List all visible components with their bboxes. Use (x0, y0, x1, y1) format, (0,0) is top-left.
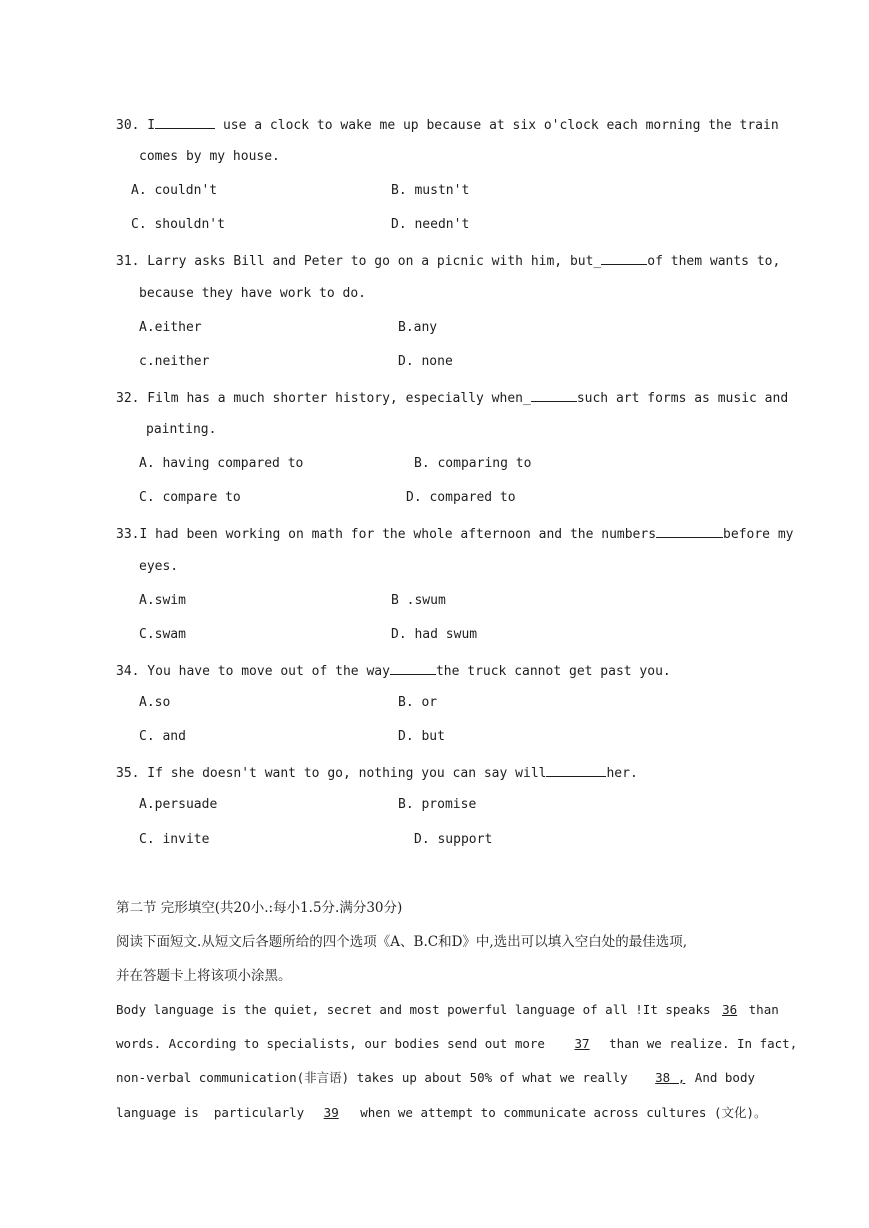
question-32-option-b: B. comparing to (414, 456, 532, 471)
question-31-continuation: because they have work to do. (139, 286, 366, 301)
question-30-stem: 30. I use a clock to wake me up because at six o'clock each morning the train (116, 115, 779, 134)
passage-line-1: Body language is the quiet, secret and most powerful language of all !It speaks 36 than (116, 1002, 779, 1017)
question-32-option-c: C. compare to (139, 490, 241, 505)
section-heading: 第二节 完形填空(共20小.:每小1.5分.满分30分) (116, 900, 403, 916)
question-31-option-b: B.any (398, 320, 438, 335)
passage-line-3: non-verbal communication(非言语) takes up about 50% of what we really 38 , And body (116, 1070, 755, 1085)
answer-blank (546, 763, 606, 777)
question-35-option-a: A.persuade (139, 797, 218, 812)
question-33-stem: 33.I had been working on math for the whole afternoon and the numbers before my (116, 524, 794, 543)
blank-number-36: 36 (722, 1002, 738, 1017)
question-31-option-a: A.either (139, 320, 202, 335)
question-33-option-d: D. had swum (391, 627, 478, 642)
answer-blank (155, 115, 215, 129)
answer-blank (390, 661, 436, 675)
section-instructions-line-1: 阅读下面短文.从短文后各题所给的四个选项《A、B.C和D》中,选出可以填入空白处的最佳选项, (116, 934, 687, 950)
passage-line-4: language is particularly 39 when we attempt to communicate across cultures (文化)。 (116, 1105, 767, 1120)
question-32-stem: 32. Film has a much shorter history, especially when_ such art forms as music and (116, 388, 788, 407)
question-32-continuation: painting. (146, 422, 217, 437)
question-30-option-a: A. couldn't (131, 183, 218, 198)
question-30-continuation: comes by my house. (139, 149, 280, 164)
section-instructions-line-2: 并在答题卡上将该项小涂黑。 (116, 968, 292, 984)
blank-number-37: 37 (574, 1036, 590, 1051)
question-34-option-d: D. but (398, 729, 445, 744)
question-33-option-c: C.swam (139, 627, 186, 642)
question-34-option-b: B. or (398, 695, 438, 710)
question-35-stem: 35. If she doesn't want to go, nothing you can say will her. (116, 763, 638, 782)
answer-blank (531, 388, 577, 402)
question-30-option-c: C. shouldn't (131, 217, 225, 232)
answer-blank (601, 251, 647, 265)
question-33-option-b: B .swum (391, 593, 446, 608)
question-32-option-d: D. compared to (406, 490, 516, 505)
question-31-option-d: D. none (398, 354, 453, 369)
question-35-option-b: B. promise (398, 797, 477, 812)
passage-line-2: words. According to specialists, our bodies send out more 37 than we realize. In fact, (116, 1036, 798, 1051)
answer-blank (656, 524, 723, 538)
question-32-option-a: A. having compared to (139, 456, 304, 471)
question-34-option-c: C. and (139, 729, 186, 744)
question-33-option-a: A.swim (139, 593, 186, 608)
blank-number-39: 39 (323, 1105, 339, 1120)
question-30-option-b: B. mustn't (391, 183, 470, 198)
question-30-option-d: D. needn't (391, 217, 470, 232)
question-31-stem: 31. Larry asks Bill and Peter to go on a picnic with him, but_ of them wants to, (116, 251, 780, 270)
blank-number-38: 38 , (655, 1070, 686, 1085)
question-33-continuation: eyes. (139, 559, 179, 574)
question-35-option-d: D. support (414, 832, 493, 847)
question-34-option-a: A.so (139, 695, 171, 710)
question-34-stem: 34. You have to move out of the way the truck cannot get past you. (116, 661, 671, 680)
question-35-option-c: C. invite (139, 832, 210, 847)
question-31-option-c: c.neither (139, 354, 210, 369)
